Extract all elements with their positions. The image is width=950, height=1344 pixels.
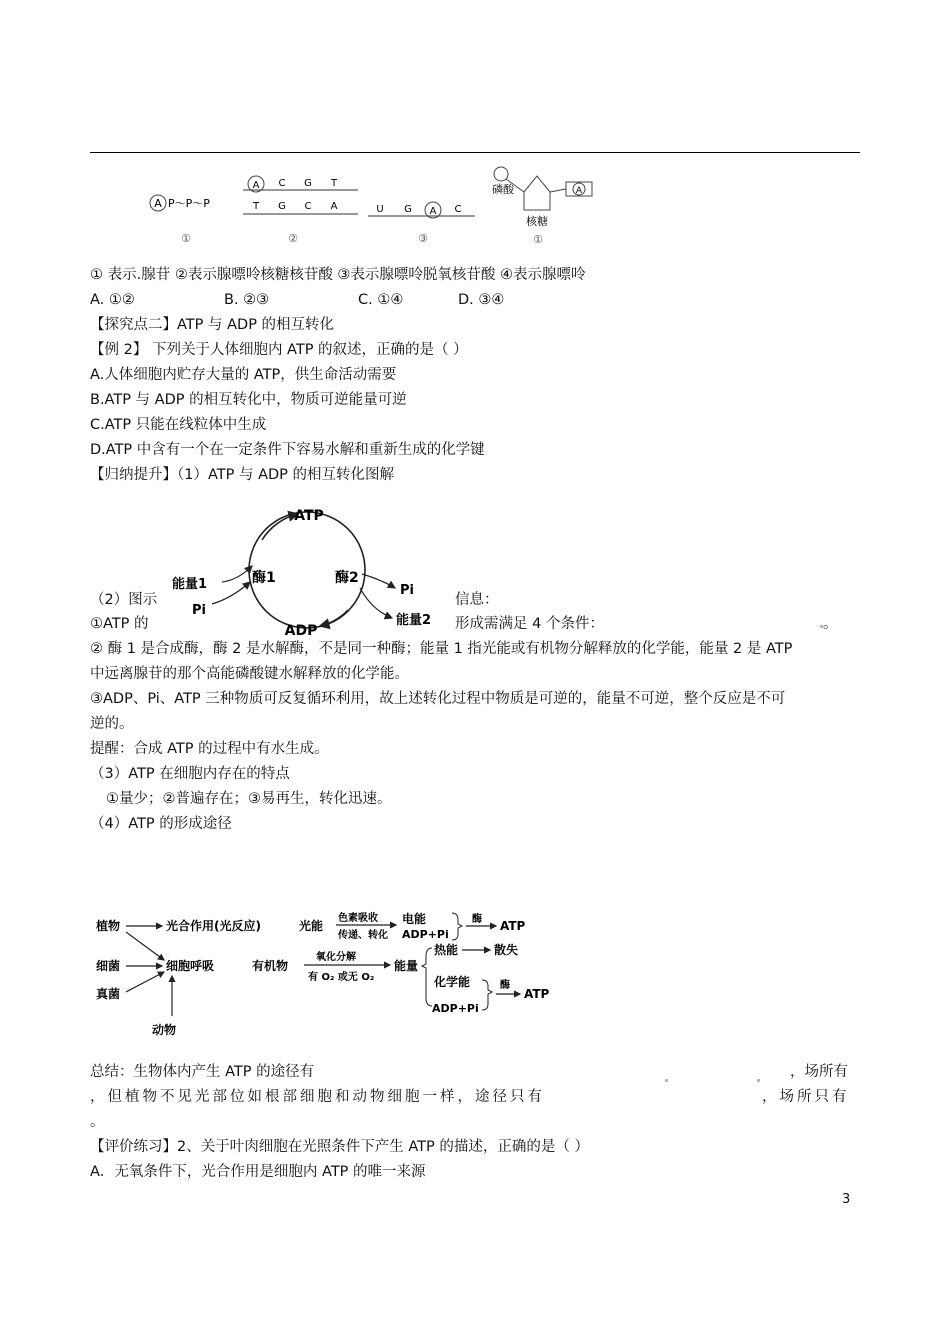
conclusion-line1-right: ，场所有	[790, 1064, 848, 1080]
pi-in-label: Pi	[192, 603, 206, 618]
practice-stem: 【评价练习】2、关于叶肉细胞在光照条件下产生 ATP 的描述，正确的是（ ）	[90, 1139, 589, 1155]
practice-option-a: A．无氧条件下，光合作用是细胞内 ATP 的唯一来源	[90, 1164, 426, 1180]
structure-3	[368, 202, 475, 245]
point2-line1: ② 酶 1 是合成酶，酶 2 是水解酶，不是同一种酶；能量 1 指光能或有机物分解释放的化学能，能量 2 是 ATP	[90, 641, 793, 657]
enzyme2-label: 酶2	[335, 570, 359, 586]
s2-top-1: C	[278, 178, 286, 189]
atp-1-label: ATP	[500, 919, 526, 933]
example2-option-a: A.人体细胞内贮存大量的 ATP，供生命活动需要	[90, 367, 397, 383]
point1-right: 形成需满足 4 个条件：	[455, 616, 604, 632]
header-rule	[90, 152, 860, 153]
structure-4	[492, 167, 592, 246]
summary1-title: 【归纳提升】（1）ATP 与 ADP 的相互转化图解	[90, 467, 395, 483]
s2-top-3: T	[330, 178, 338, 189]
respiration-label: 细胞呼吸	[166, 959, 215, 973]
conclusion-line2-b: ，场所只有	[762, 1089, 850, 1105]
point3-line1: ③ADP、Pi、ATP 三种物质可反复循环利用，故上述转化过程中物质是可逆的，能量不可逆，整个反应是不可	[90, 691, 786, 707]
fill-blank-mark	[665, 1079, 668, 1082]
pigment-label: 色素吸收	[338, 913, 378, 924]
conclusion-line3: 。	[90, 1114, 105, 1130]
s4-phosphate: 磷酸	[492, 183, 514, 196]
pi-out-label: Pi	[400, 583, 414, 598]
point2-line2: 中远离腺苷的那个高能磷酸键水解释放的化学能。	[90, 666, 409, 682]
atp-2-label: ATP	[524, 987, 550, 1001]
adp-pi-1-label: ADP+Pi	[402, 928, 449, 941]
conclusion-line2-a: ，但植物不见光部位如根部细胞和动物细胞一样，途径只有	[90, 1089, 545, 1105]
energy1-label: 能量1	[172, 577, 208, 592]
s2-top-0: A	[252, 180, 260, 191]
s4-base: A	[575, 186, 583, 196]
atp-adp-cycle-diagram	[170, 502, 450, 642]
s3-base-0: U	[376, 204, 384, 215]
enzyme-2-label: 酶	[500, 980, 510, 991]
q1-options	[90, 290, 505, 310]
blank-mark-2	[757, 1068, 760, 1088]
s2-bottom-2: C	[304, 201, 312, 212]
q1-option-b: B. ②③	[224, 292, 270, 308]
q1-option-d: D. ③④	[458, 292, 505, 308]
s1-chain: P～P～P	[168, 197, 210, 210]
q1-option-c: C. ①④	[358, 292, 404, 308]
s2-number: ②	[288, 232, 298, 245]
plant-label: 植物	[96, 919, 121, 933]
s4-sugar: 核糖	[526, 215, 548, 228]
bacteria-label: 细菌	[96, 959, 121, 973]
s3-base-1: G	[404, 204, 412, 215]
conclusion-line1-left: 总结：生物体内产生 ATP 的途径有	[90, 1064, 315, 1080]
heat-energy-label: 热能	[434, 943, 459, 957]
sub4-title: （4）ATP 的形成途径	[90, 816, 232, 832]
q1-option-a: A. ①②	[90, 292, 135, 308]
transfer-label: 传递、转化	[338, 930, 388, 941]
oxygen-condition-label: 有 O₂ 或无 O₂	[308, 972, 375, 983]
s2-bottom-3: A	[330, 201, 338, 212]
q1-statement: ① 表示.腺苷 ②表示腺嘌呤核糖核苷酸 ③表示腺嘌呤脱氧核苷酸 ④表示腺嘌呤	[90, 267, 586, 283]
energy2-label: 能量2	[396, 613, 432, 628]
atp-formation-pathway-diagram	[92, 908, 562, 1040]
light-energy-label: 光能	[299, 919, 324, 933]
structure-1	[150, 195, 210, 245]
electric-energy-label: 电能	[402, 912, 427, 926]
blank-mark-1	[665, 1068, 668, 1088]
fungi-label: 真菌	[96, 987, 121, 1001]
nucleotide-structures-figure	[140, 162, 610, 252]
oxidation-label: 氧化分解	[316, 952, 356, 963]
s4-number: ①	[533, 233, 543, 246]
s2-bottom-0: T	[252, 201, 260, 212]
fill-blank-mark	[757, 1079, 760, 1082]
example2-option-d: D.ATP 中含有一个在一定条件下容易水解和重新生成的化学键	[90, 442, 485, 458]
info-heading-right: 信息：	[455, 592, 499, 608]
organic-label: 有机物	[252, 959, 289, 973]
sub3-title: （3）ATP 在细胞内存在的特点	[90, 766, 290, 782]
s2-top-2: G	[304, 178, 312, 189]
chemical-energy-label: 化学能	[434, 975, 471, 989]
example2-option-c: C.ATP 只能在线粒体中生成	[90, 417, 267, 433]
page-number: 3	[842, 1192, 851, 1207]
animal-label: 动物	[152, 1023, 177, 1037]
adp-pi-2-label: ADP+Pi	[432, 1002, 479, 1015]
sub3-body: ①量少；②普遍存在；③易再生，转化迅速。	[106, 791, 392, 807]
enzyme-1-label: 酶	[472, 914, 482, 925]
s1-a: A	[154, 197, 162, 210]
point3-line2: 逆的。	[90, 716, 134, 732]
point1-end-text: 。	[823, 616, 838, 632]
cycle-adp-label: ADP	[284, 623, 318, 639]
section2-title: 【探究点二】ATP 与 ADP 的相互转化	[90, 317, 335, 333]
point1-left: ①ATP 的	[90, 616, 149, 632]
photosynthesis-label: 光合作用(光反应)	[166, 919, 261, 933]
lost-label: 散失	[494, 943, 519, 957]
energy-label: 能量	[394, 959, 419, 973]
cycle-atp-label: ATP	[294, 508, 324, 524]
s3-base-2: A	[429, 206, 437, 217]
s3-base-3: C	[454, 204, 462, 215]
example2-stem: 【例 2】 下列关于人体细胞内 ATP 的叙述，正确的是（ ）	[90, 342, 468, 358]
s3-number: ③	[418, 232, 428, 245]
example2-option-b: B.ATP 与 ADP 的相互转化中，物质可逆能量可逆	[90, 392, 407, 408]
reminder: 提醒：合成 ATP 的过程中有水生成。	[90, 741, 329, 757]
s2-bottom-1: G	[278, 201, 286, 212]
s1-number: ①	[181, 232, 191, 245]
point1-end	[820, 614, 838, 634]
info-heading-left: （2）图示	[90, 592, 158, 608]
structure-2	[243, 176, 358, 245]
enzyme1-label: 酶1	[252, 570, 276, 586]
